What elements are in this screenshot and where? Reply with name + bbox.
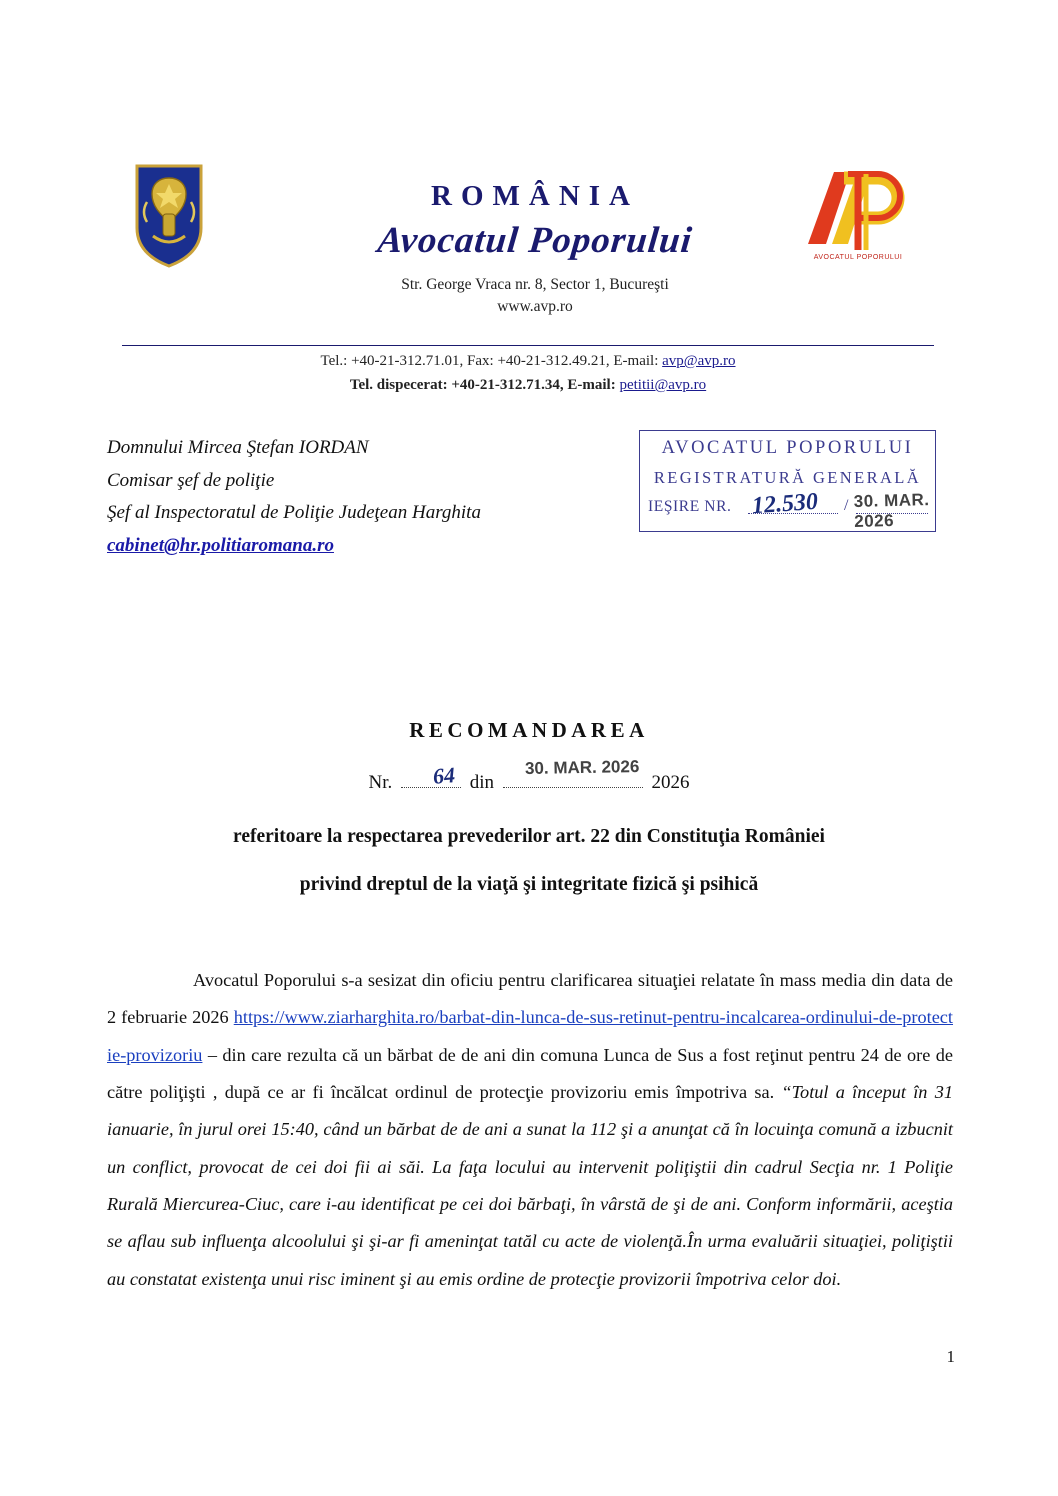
addressee-rank: Comisar şef de poliţie [107, 469, 275, 491]
registry-stamp [639, 430, 936, 532]
institution-name: Avocatul Poporului [375, 220, 695, 261]
news-article-link[interactable]: https://www.ziarharghita.ro/barbat-din-lunca-de-sus-retinut-pentru-incalcarea-ordinului-de-protectie-provizoriu [107, 1007, 953, 1065]
country-name: ROMÂNIA [431, 180, 639, 212]
stamp-line-exit-nr: IEŞIRE NR. [648, 498, 732, 515]
stamp-handwritten-number: 12.530 [751, 488, 819, 520]
document-subtitle-2: privind dreptul de la viaţă şi integritate fizică şi psihică [299, 874, 759, 895]
addressee-block [107, 432, 627, 563]
din-label: din [469, 772, 495, 793]
stamp-separator: / [844, 497, 849, 514]
body-paragraph-part1: Avocatul Poporului s-a sesizat din oficiu pentru clarificarea situaţiei relatate în mass media din data de 2 februarie 2026 [107, 970, 953, 1028]
nr-label: Nr. [368, 772, 393, 793]
stamped-document-date: 30. MAR. 2026 [524, 757, 640, 778]
body-paragraph-quote: “Totul a început în 31 ianuarie, în jurul orei 15:40, când un bărbat de de ani a sunat la 112 şi a anunţat că în locuinţa comună a izbucnit un conflict, provocat de cei doi fii ai săi. La faţa locului au intervenit poliţiştii din cadrul Secţia nr. 1 Poliţie Rurală Miercurea-Ciuc, care i-au identificat pe cei doi bărbaţi, în vârstă de şi de ani. Conform informării, aceştia se aflau sub influenţa alcoolului şi şi-ar fi ameninţat tatăl cu acte de violenţă.În urma evaluării situaţiei, poliţiştii au constatat existenţa unui risc iminent şi au emis ordine de protecţie provizorii împotriva celor doi. [107, 1081, 953, 1289]
document-title: RECOMANDAREA [409, 718, 649, 742]
addressee-email-link[interactable]: cabinet@hr.politiaromana.ro [107, 535, 334, 557]
document-subtitle-1: referitoare la respectarea prevederilor art. 22 din Constituţia României [233, 826, 825, 847]
page-number: 1 [946, 1347, 955, 1366]
institution-website: www.avp.ro [497, 298, 573, 316]
svg-text:AVOCATUL POPORULUI: AVOCATUL POPORULUI [813, 254, 903, 261]
email-avp-link[interactable]: avp@avp.ro [662, 353, 736, 369]
dispatcher-line: Tel. dispecerat: +40-21-312.71.34, E-mail: [349, 377, 620, 393]
addressee-name: Domnului Mircea Ştefan IORDAN [107, 437, 369, 458]
coat-of-arms-icon [133, 162, 205, 270]
contact-block [122, 349, 934, 397]
stamp-handwritten-date: 30. MAR. 2026 [853, 490, 930, 532]
letterhead [0, 150, 1058, 330]
document-year: 2026 [651, 772, 690, 793]
phone-line: Tel.: +40-21-312.71.01, Fax: +40-21-312.49.21, E-mail: [320, 353, 663, 369]
header-divider [122, 345, 934, 346]
email-petitii-link[interactable]: petitii@avp.ro [619, 377, 707, 393]
document-body [107, 962, 953, 1298]
institution-address: Str. George Vraca nr. 8, Sector 1, Bucureşti [401, 276, 669, 293]
addressee-position: Şef al Inspectoratul de Poliţie Judeţean Harghita [107, 502, 481, 524]
handwritten-document-number: 64 [431, 762, 457, 789]
avp-logo-icon [798, 158, 918, 268]
header-center-block [255, 180, 815, 319]
body-paragraph-part2: – din care rezulta că un bărbat de de ani din comuna Lunca de Sus a fost reţinut pentru 24 de ore de către poliţişti , după ce ar fi încălcat ordinul de protecţie provizoriu emis împotriva sa. [107, 1044, 953, 1102]
stamp-line-institution: AVOCATUL POPORULUI [661, 438, 914, 458]
stamp-line-registry: REGISTRATURĂ GENERALĂ [653, 468, 922, 487]
